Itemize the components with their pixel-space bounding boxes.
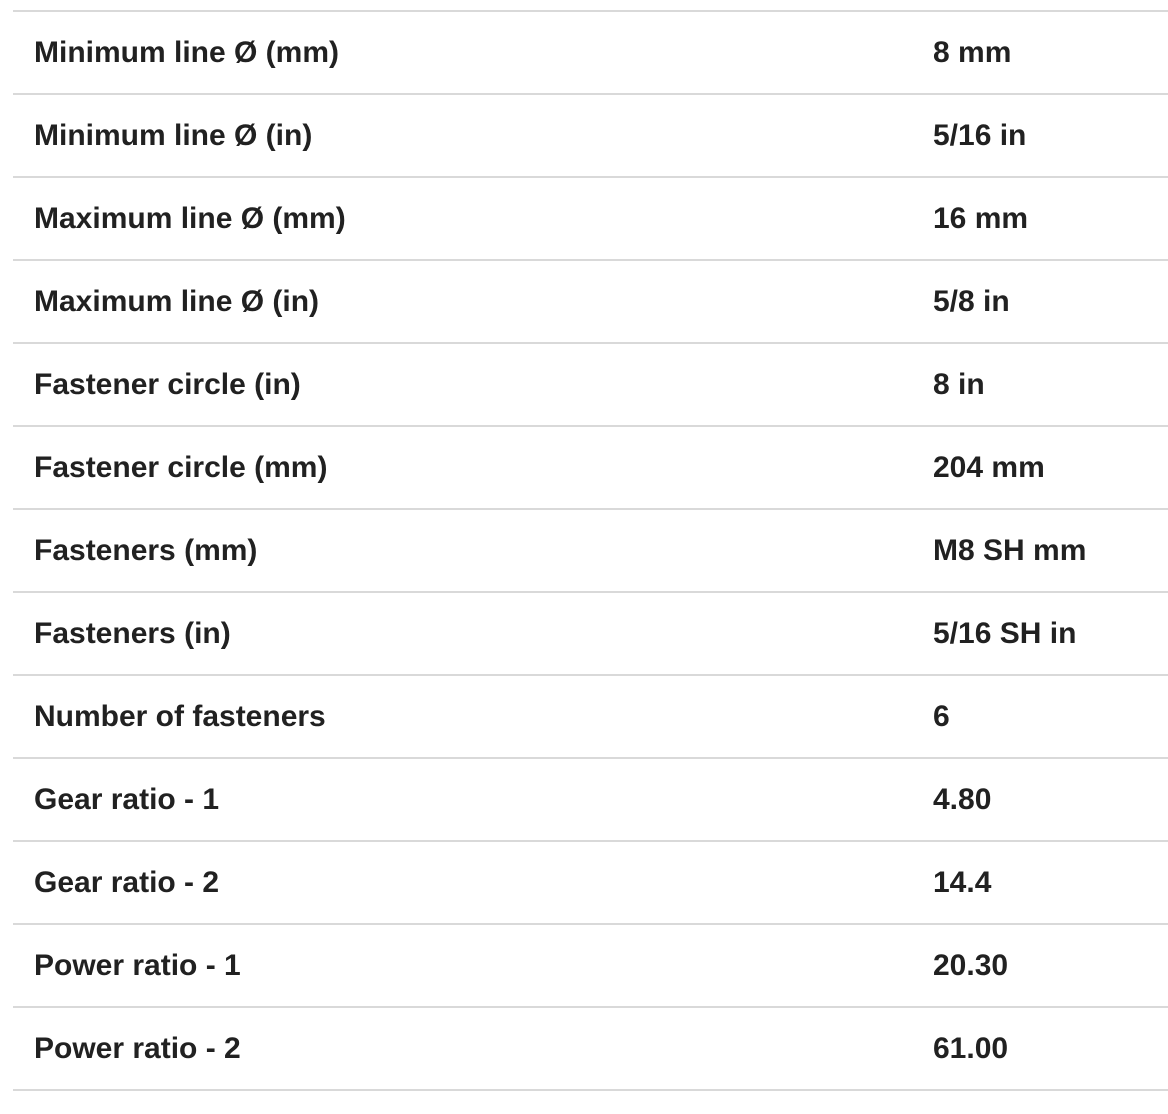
spec-label: Fastener circle (in) (13, 343, 933, 426)
spec-value: 5/16 in (933, 94, 1168, 177)
spec-label: Power ratio - 2 (13, 1007, 933, 1090)
spec-label: Gear ratio - 1 (13, 758, 933, 841)
spec-value: 6 (933, 675, 1168, 758)
spec-label: Fastener circle (mm) (13, 426, 933, 509)
spec-value: 61.00 (933, 1007, 1168, 1090)
spec-label: Gear ratio - 2 (13, 841, 933, 924)
table-row (13, 426, 1168, 509)
table-row (13, 509, 1168, 592)
table-row (13, 841, 1168, 924)
spec-label: Minimum line Ø (in) (13, 94, 933, 177)
spec-table-body (13, 11, 1168, 1090)
table-row (13, 924, 1168, 1007)
table-row (13, 675, 1168, 758)
spec-value: 8 in (933, 343, 1168, 426)
spec-value: 5/16 SH in (933, 592, 1168, 675)
spec-label: Maximum line Ø (mm) (13, 177, 933, 260)
spec-value: M8 SH mm (933, 509, 1168, 592)
spec-label: Number of fasteners (13, 675, 933, 758)
table-row (13, 11, 1168, 94)
spec-value: 8 mm (933, 11, 1168, 94)
spec-value: 16 mm (933, 177, 1168, 260)
table-row (13, 94, 1168, 177)
spec-value: 14.4 (933, 841, 1168, 924)
table-row (13, 343, 1168, 426)
table-row (13, 592, 1168, 675)
spec-label: Power ratio - 1 (13, 924, 933, 1007)
spec-value: 5/8 in (933, 260, 1168, 343)
spec-value: 204 mm (933, 426, 1168, 509)
table-row (13, 1007, 1168, 1090)
spec-value: 4.80 (933, 758, 1168, 841)
spec-label: Maximum line Ø (in) (13, 260, 933, 343)
table-row (13, 260, 1168, 343)
spec-label: Fasteners (in) (13, 592, 933, 675)
spec-label: Fasteners (mm) (13, 509, 933, 592)
table-row (13, 758, 1168, 841)
table-row (13, 177, 1168, 260)
spec-label: Minimum line Ø (mm) (13, 11, 933, 94)
spec-value: 20.30 (933, 924, 1168, 1007)
spec-table (13, 10, 1168, 1091)
